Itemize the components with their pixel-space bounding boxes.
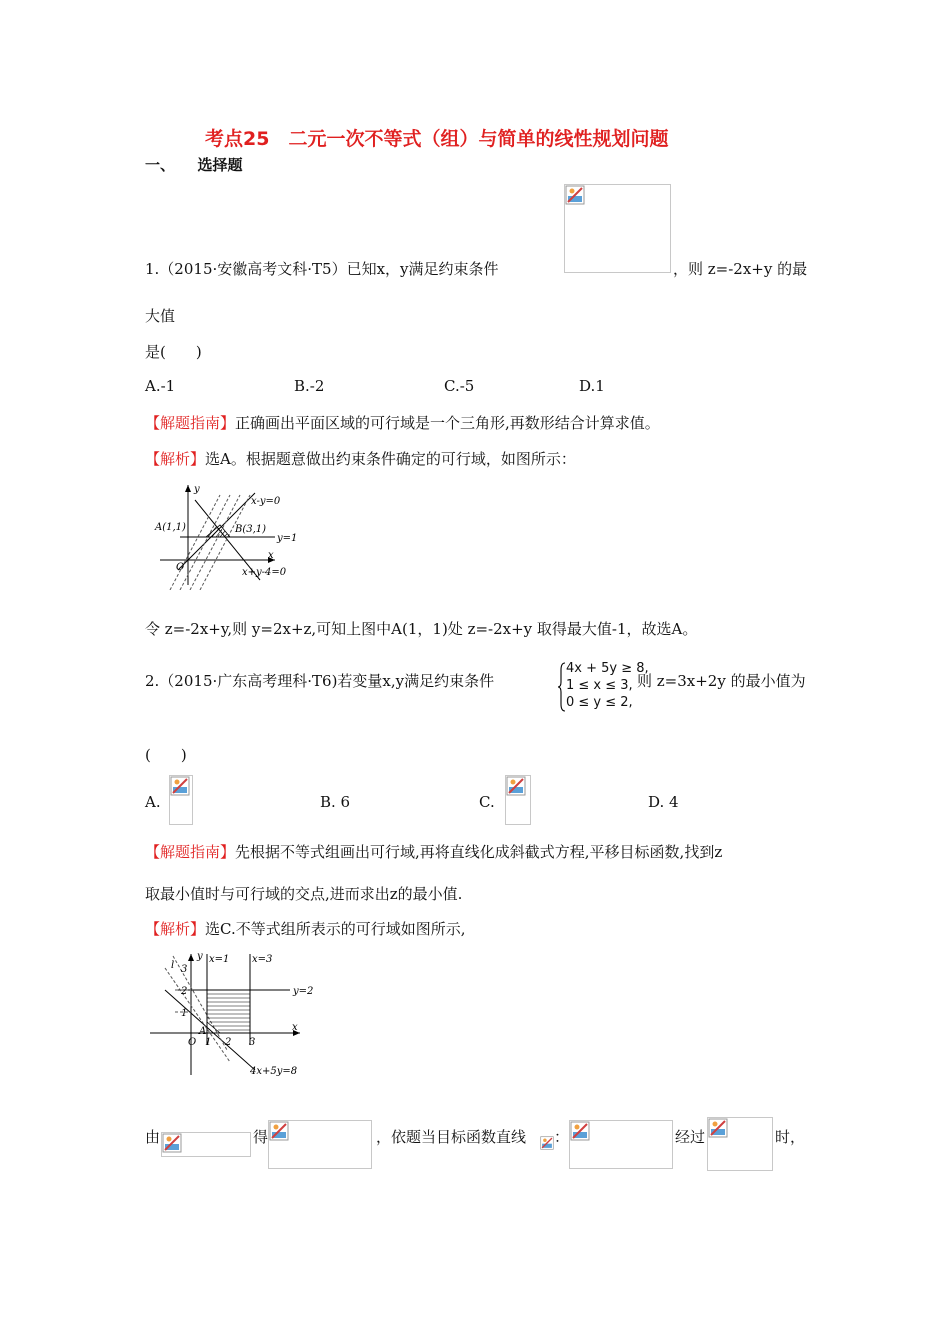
- hatching: [207, 994, 250, 1030]
- q1-option-a: A.-1: [145, 377, 176, 395]
- dashed-objective-line-3: [190, 495, 240, 590]
- broken-image-icon: [570, 1121, 590, 1141]
- last-line-shi: 时，: [775, 1128, 806, 1146]
- analysis-text: 选A。根据题意做出约束条件确定的可行域，如图所示：: [205, 450, 576, 468]
- system-line-1: 4x + 5y ≥ 8,: [566, 661, 649, 676]
- dashed-objective-line: [165, 968, 230, 1062]
- q1-option-d: D.1: [579, 377, 605, 395]
- y-axis-arrow: [185, 485, 191, 492]
- label-x-minus-y: x-y=0: [251, 496, 281, 507]
- constraint-image-placeholder: [564, 184, 671, 273]
- guide-tag: 【解题指南】: [145, 843, 236, 861]
- q2-option-b: B. 6: [320, 793, 351, 811]
- label-x: x: [268, 550, 274, 561]
- analysis-tag: 【解析】: [145, 920, 206, 938]
- guide-tag: 【解题指南】: [145, 414, 236, 432]
- q2-feasible-region-figure: [145, 950, 315, 1080]
- q2-constraint-system: [558, 660, 649, 711]
- last-line-jingguo: 经过: [675, 1128, 706, 1146]
- q2-option-a-image-placeholder: [169, 775, 193, 825]
- brace-icon: [558, 662, 566, 712]
- broken-image-icon: [565, 185, 585, 205]
- last-line-de: 得: [253, 1128, 269, 1146]
- equation-image-placeholder-4: [707, 1117, 773, 1171]
- last-line-you: 由: [145, 1128, 161, 1146]
- q2-line1-a: 2.（2015·广东高考理科·T6)若变量x,y满足约束条件: [145, 672, 495, 690]
- label-x-eq-3: x=3: [252, 954, 273, 965]
- q2-line2: ( ): [145, 746, 187, 764]
- tick-x-1: 1: [205, 1037, 212, 1048]
- equation-image-placeholder-1: [161, 1132, 251, 1157]
- label-x-eq-1: x=1: [209, 954, 230, 965]
- label-y-eq-2: y=2: [293, 986, 314, 997]
- q2-option-c: C.: [479, 793, 495, 811]
- page-title: 考点25 二元一次不等式（组）与简单的线性规划问题: [205, 128, 669, 150]
- label-origin: O: [188, 1037, 197, 1048]
- tick-y-3: 3: [181, 964, 188, 975]
- q2-option-c-image-placeholder: [505, 775, 531, 825]
- broken-image-icon: [540, 1136, 554, 1150]
- analysis-text: 选C.不等式组所表示的可行域如图所示,: [205, 920, 466, 938]
- label-point-a: A(1,1): [155, 522, 186, 533]
- q2-guide-cont: 取最小值时与可行域的交点,进而求出z的最小值.: [145, 885, 463, 903]
- q1-line2: 大值: [145, 307, 176, 325]
- broken-image-icon: [708, 1118, 728, 1138]
- system-line-2: 1 ≤ x ≤ 3,: [566, 678, 633, 693]
- broken-image-icon: [506, 776, 526, 796]
- broken-image-icon: [162, 1133, 182, 1153]
- tick-y-2: 2: [181, 986, 188, 997]
- q1-line1-b: ，则 z=-2x+y 的最: [673, 260, 808, 278]
- tick-y-1: 1: [181, 1008, 188, 1019]
- q2-option-a: A.: [145, 793, 161, 811]
- q1-guide: [145, 412, 660, 433]
- broken-image-icon: [269, 1121, 289, 1141]
- broken-image-icon: [170, 776, 190, 796]
- label-y-eq-1: y=1: [277, 533, 298, 544]
- q2-line1-b: 则 z=3x+2y 的最小值为: [637, 672, 806, 690]
- last-line-colon: ：: [554, 1128, 570, 1146]
- y-axis-arrow: [188, 954, 194, 961]
- label-point-a: A: [199, 1026, 207, 1037]
- q1-conclusion: 令 z=-2x+y,则 y=2x+z,可知上图中A(1，1)处 z=-2x+y 取得最大值-1，故选A。: [145, 620, 698, 638]
- label-4x-5y-8: 4x+5y=8: [250, 1066, 298, 1077]
- label-x: x: [292, 1022, 298, 1033]
- guide-text-1: 先根据不等式组画出可行域,再将直线化成斜截式方程,平移目标函数,找到z: [235, 843, 723, 861]
- label-l: l: [171, 960, 175, 971]
- q1-option-b: B.-2: [294, 377, 325, 395]
- label-x-plus-y: x+y-4=0: [242, 567, 287, 578]
- inline-symbol-image-placeholder: [540, 1136, 554, 1154]
- q1-feasible-region-figure: [150, 480, 310, 590]
- q2-guide: [145, 841, 722, 862]
- label-y: y: [194, 484, 200, 495]
- dashed-objective-line-1: [170, 495, 220, 590]
- section-heading: 一、 选择题: [145, 156, 243, 174]
- q1-line3: 是( ): [145, 343, 202, 361]
- tick-x-2: 2: [225, 1037, 232, 1048]
- equation-image-placeholder-3: [569, 1120, 673, 1169]
- system-line-3: 0 ≤ y ≤ 2,: [566, 695, 633, 710]
- q1-line1-a: 1.（2015·安徽高考文科·T5）已知x，y满足约束条件: [145, 260, 499, 278]
- guide-text: 正确画出平面区域的可行域是一个三角形,再数形结合计算求值。: [235, 414, 660, 432]
- label-point-b: B(3,1): [235, 524, 267, 535]
- last-line-text: ，依题当目标函数直线: [376, 1128, 527, 1146]
- equation-image-placeholder-2: [268, 1120, 372, 1169]
- q2-option-d: D. 4: [648, 793, 679, 811]
- q1-analysis: [145, 448, 576, 469]
- tick-x-3: 3: [249, 1037, 256, 1048]
- label-y: y: [197, 951, 203, 962]
- q1-option-c: C.-5: [444, 377, 475, 395]
- q2-analysis: [145, 918, 466, 939]
- analysis-tag: 【解析】: [145, 450, 206, 468]
- label-origin: O: [176, 562, 185, 573]
